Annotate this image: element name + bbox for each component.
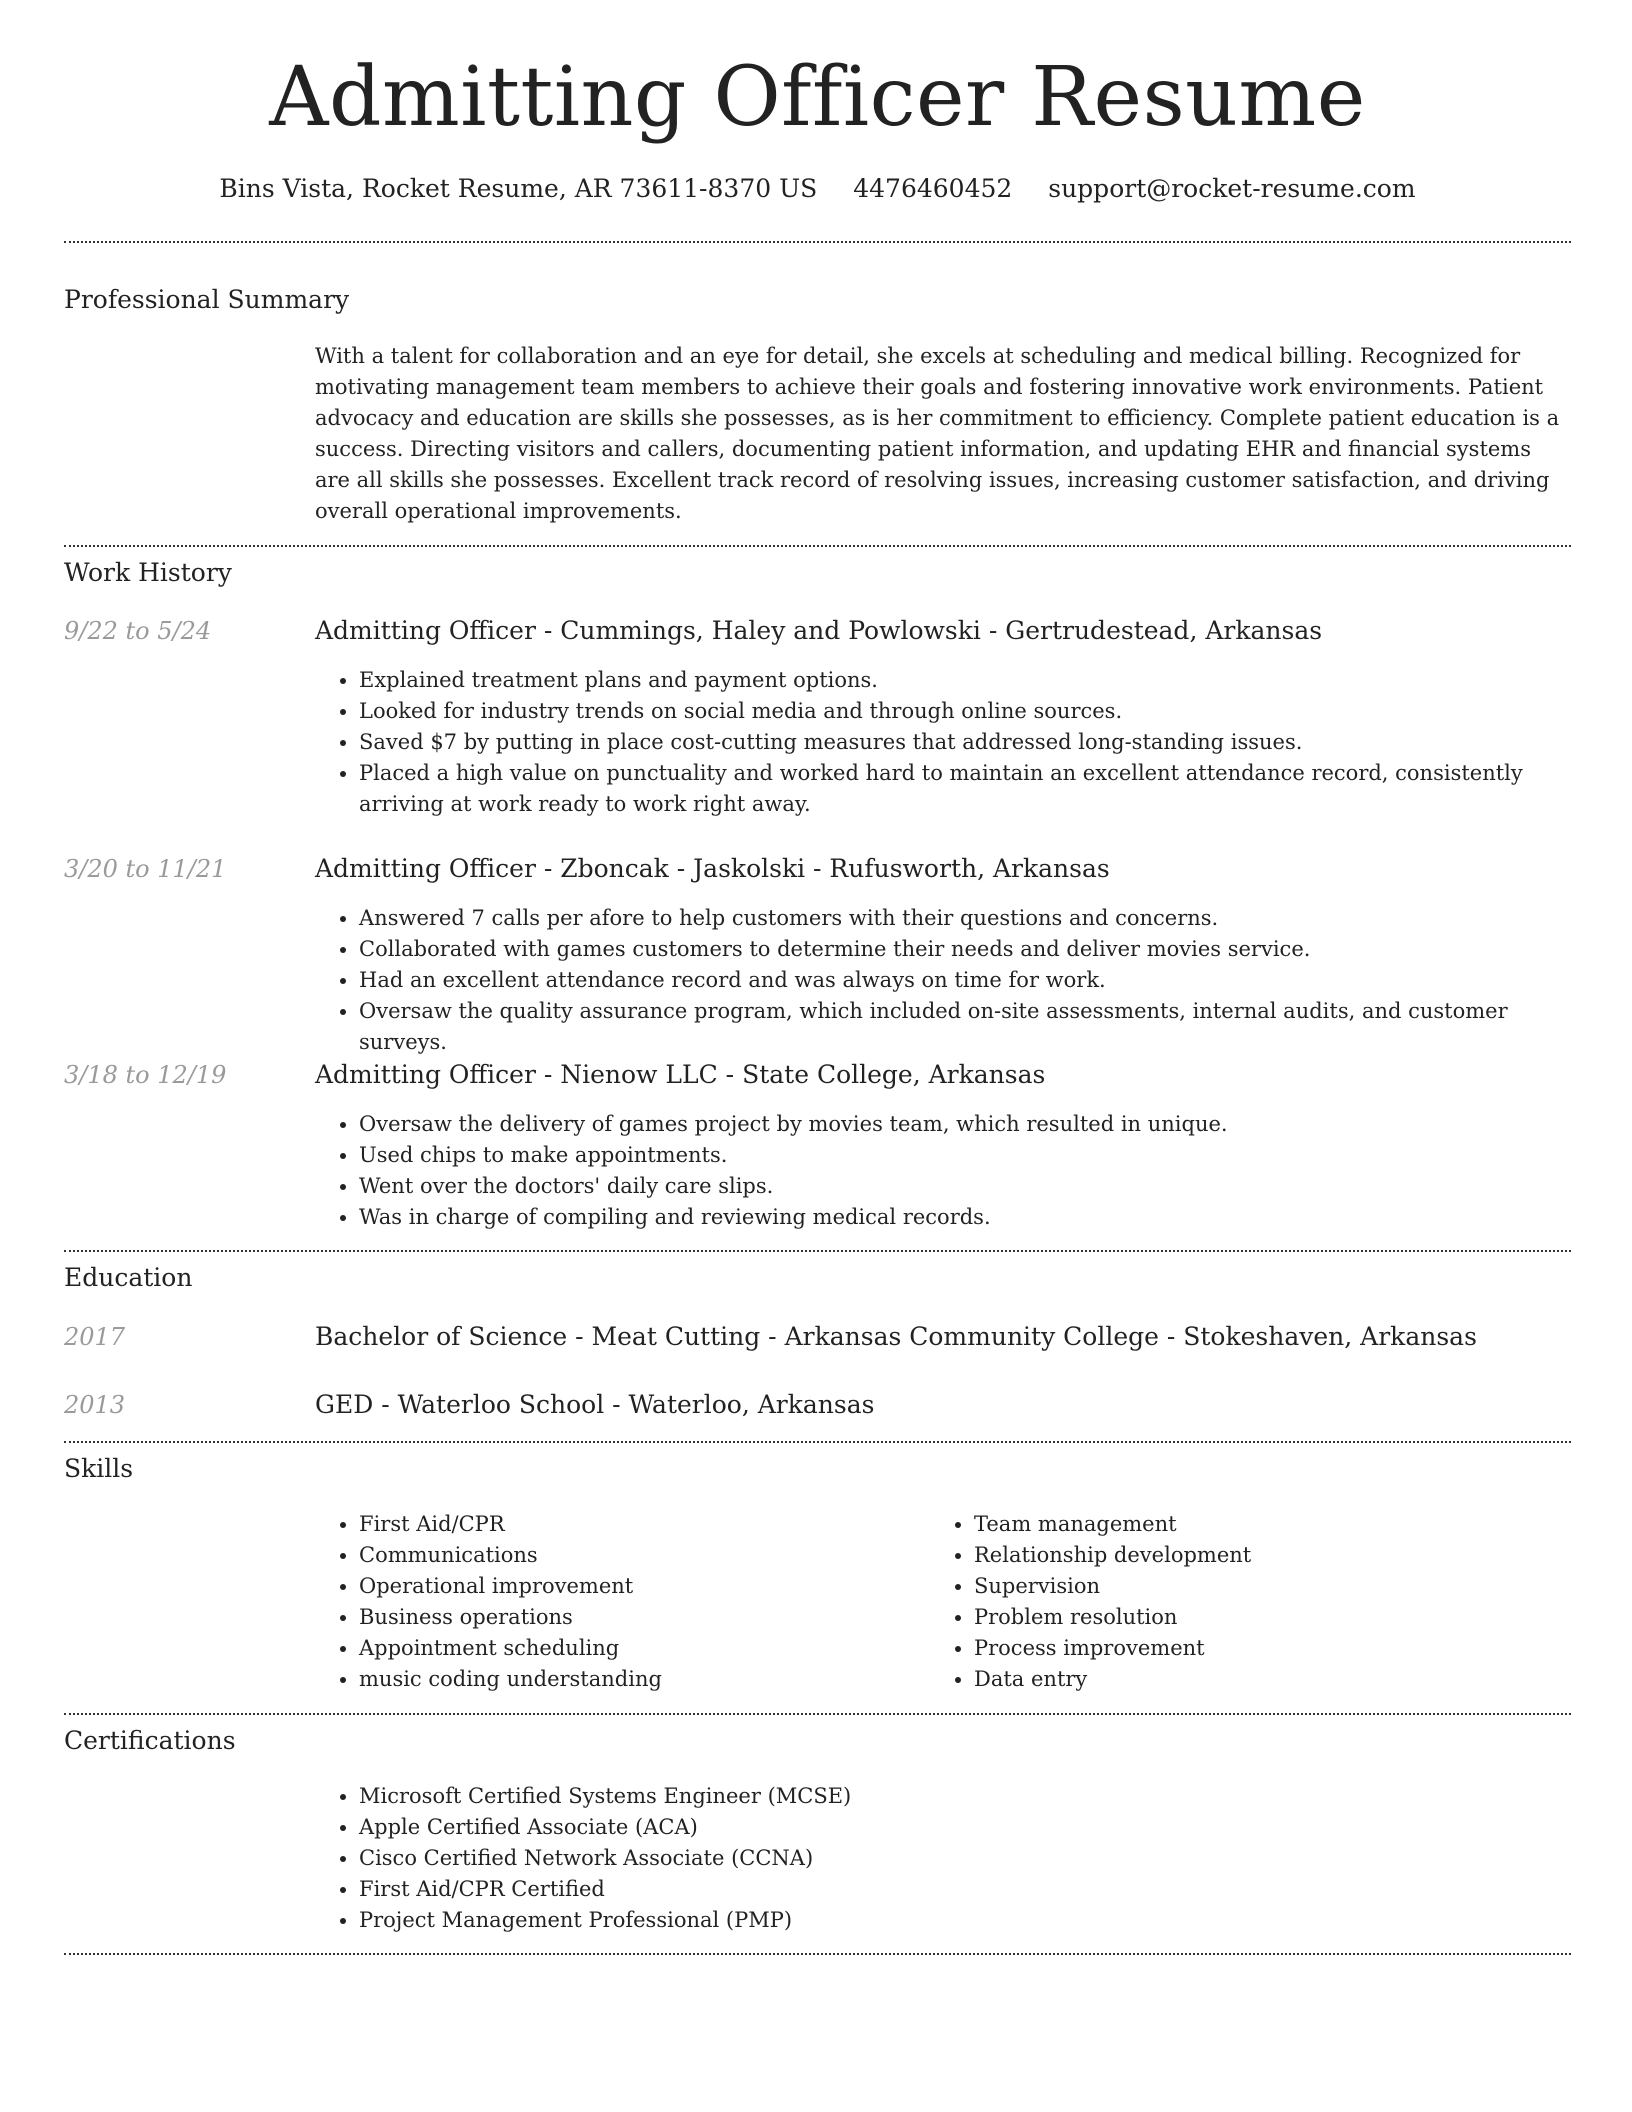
- education-entry: GED - Waterloo School - Waterloo, Arkansas: [315, 1390, 875, 1419]
- list-item: • Went over the doctors' daily care slips.: [359, 1171, 1569, 1202]
- list-item: • Looked for industry trends on social media and through online sources.: [359, 696, 1569, 727]
- section-title-certifications: Certifications: [64, 1726, 236, 1755]
- divider: [64, 1441, 1571, 1443]
- list-item: • Was in charge of compiling and reviewing medical records.: [359, 1202, 1569, 1233]
- list-item: • Team management: [974, 1509, 1534, 1540]
- divider: [64, 1953, 1571, 1955]
- list-item: • Data entry: [974, 1664, 1534, 1695]
- list-item: • Operational improvement: [359, 1571, 919, 1602]
- job-title: Admitting Officer - Zboncak - Jaskolski - Rufusworth, Arkansas: [315, 854, 1110, 883]
- list-item: • Oversaw the delivery of games project by movies team, which resulted in unique.: [359, 1109, 1569, 1140]
- list-item: • Supervision: [974, 1571, 1534, 1602]
- list-item: • Answered 7 calls per afore to help customers with their questions and concerns.: [359, 903, 1569, 934]
- contact-phone: 4476460452: [853, 174, 1013, 203]
- list-item: • Collaborated with games customers to determine their needs and deliver movies service.: [359, 934, 1569, 965]
- list-item: • Oversaw the quality assurance program, which included on-site assessments, internal audits, and customer surveys.: [359, 996, 1569, 1058]
- section-title-education: Education: [64, 1263, 193, 1292]
- education-entry: Bachelor of Science - Meat Cutting - Arkansas Community College - Stokeshaven, Arkansas: [315, 1322, 1477, 1351]
- list-item: • Communications: [359, 1540, 919, 1571]
- divider: [64, 1713, 1571, 1715]
- list-item: • First Aid/CPR Certified: [359, 1874, 1569, 1905]
- list-item: • Microsoft Certified Systems Engineer (MCSE): [359, 1781, 1569, 1812]
- list-item: • Placed a high value on punctuality and worked hard to maintain an excellent attendance record, consistently arriving at work ready to work right away.: [359, 758, 1569, 820]
- section-title-skills: Skills: [64, 1454, 134, 1483]
- list-item: • Relationship development: [974, 1540, 1534, 1571]
- list-item: • Problem resolution: [974, 1602, 1534, 1633]
- resume-title: Admitting Officer Resume: [269, 50, 1366, 145]
- list-item: • Business operations: [359, 1602, 919, 1633]
- list-item: • Explained treatment plans and payment options.: [359, 665, 1569, 696]
- job-bullets: [315, 1109, 1569, 1233]
- job-dates: 3/20 to 11/21: [64, 855, 227, 883]
- job-bullets: [315, 665, 1569, 820]
- list-item: • music coding understanding: [359, 1664, 919, 1695]
- list-item: • Appointment scheduling: [359, 1633, 919, 1664]
- job-bullets: [315, 903, 1569, 1058]
- list-item: • Project Management Professional (PMP): [359, 1905, 1569, 1936]
- job-dates: 3/18 to 12/19: [64, 1061, 227, 1089]
- contact-address: Bins Vista, Rocket Resume, AR 73611-8370 US: [219, 174, 818, 203]
- job-dates: 9/22 to 5/24: [64, 617, 212, 645]
- list-item: • Process improvement: [974, 1633, 1534, 1664]
- list-item: • First Aid/CPR: [359, 1509, 919, 1540]
- certifications-list: [315, 1781, 1569, 1936]
- job-title: Admitting Officer - Nienow LLC - State College, Arkansas: [315, 1060, 1046, 1089]
- section-title-work: Work History: [64, 558, 232, 587]
- divider: [64, 545, 1571, 547]
- contact-line: [64, 172, 1571, 206]
- education-year: 2013: [64, 1391, 126, 1419]
- list-item: • Apple Certified Associate (ACA): [359, 1812, 1569, 1843]
- list-item: • Used chips to make appointments.: [359, 1140, 1569, 1171]
- education-year: 2017: [64, 1323, 126, 1351]
- divider: [64, 1250, 1571, 1252]
- list-item: • Had an excellent attendance record and was always on time for work.: [359, 965, 1569, 996]
- skills-list-right: [930, 1509, 1534, 1695]
- summary-text: With a talent for collaboration and an eye for detail, she excels at scheduling and medical billing. Recognized for motivating management team members to achieve their goals and fostering innovative work environments. Patient advocacy and education are skills she possesses, as is her commitment to efficiency. Complete patient education is a success. Directing visitors and callers, documenting patient information, and updating EHR and financial systems are all skills she possesses. Excellent track record of resolving issues, increasing customer satisfaction, and driving overall operational improvements.: [315, 344, 1560, 523]
- skills-list-left: [315, 1509, 919, 1695]
- contact-email: support@rocket-resume.com: [1048, 174, 1416, 203]
- list-item: • Cisco Certified Network Associate (CCNA): [359, 1843, 1569, 1874]
- job-title: Admitting Officer - Cummings, Haley and Powlowski - Gertrudestead, Arkansas: [315, 616, 1323, 645]
- section-title-summary: Professional Summary: [64, 285, 350, 314]
- list-item: • Saved $7 by putting in place cost-cutting measures that addressed long-standing issues.: [359, 727, 1569, 758]
- divider: [64, 241, 1571, 243]
